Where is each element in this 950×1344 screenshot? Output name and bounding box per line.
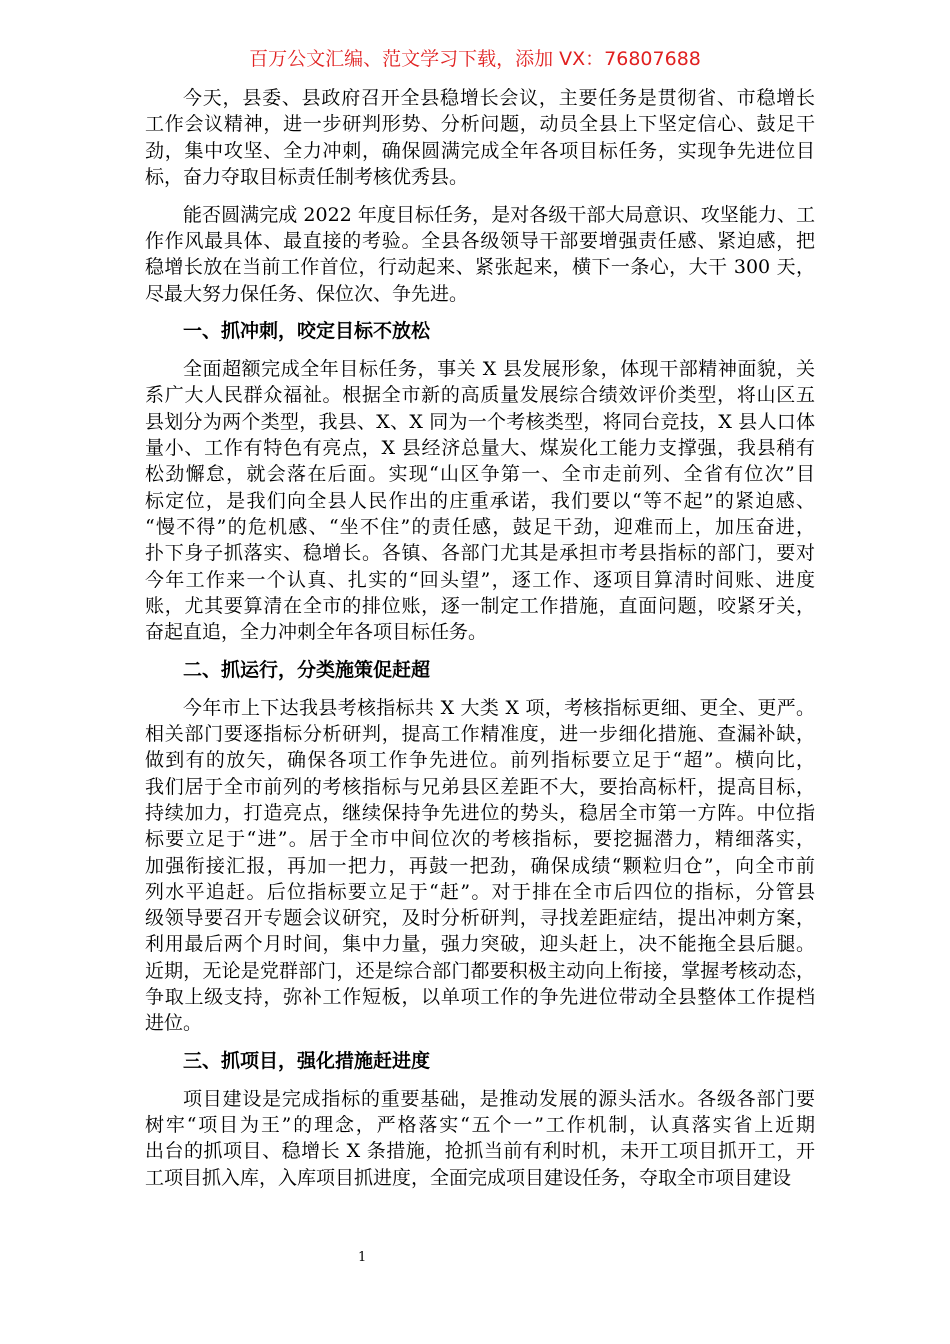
text-line: 级领导要召开专题会议研究，及时分析研判，寻找差距症结，提出冲刺方案，: [145, 907, 815, 930]
text-line: 量小、工作有特色有亮点，X 县经济总量大、煤炭化工能力支撑强，我县稍有: [145, 437, 815, 460]
text-line: 尽最大努力保任务、保位次、争先进。: [145, 282, 469, 305]
text-line: 作作风最具体、最直接的考验。全县各级领导干部要增强责任感、紧迫感，把: [145, 229, 815, 252]
text-line: 能否圆满完成 2022 年度目标任务，是对各级干部大局意识、攻坚能力、工: [183, 203, 815, 226]
text-line: 加强衔接汇报，再加一把力，再鼓一把劲，确保成绩“颗粒归仓”，向全市前: [145, 854, 815, 877]
text-line: 列水平追赶。后位指标要立足于“赶”。对于排在全市后四位的指标，分管县: [145, 880, 815, 903]
section-heading: [145, 318, 815, 344]
section-heading: [145, 1048, 815, 1074]
paragraph: [145, 202, 815, 307]
text-line: 系广大人民群众福祉。根据全市新的高质量发展综合绩效评价类型，将山区五: [145, 384, 815, 407]
text-line: 标定位，是我们向全县人民作出的庄重承诺，我们要以“等不起”的紧迫感、: [145, 489, 815, 512]
text-line: 标要立足于“进”。居于全市中间位次的考核指标，要挖掘潜力，精细落实，: [145, 828, 815, 851]
text-line: 稳增长放在当前工作首位，行动起来、紧张起来，横下一条心，大干 300 天，: [145, 256, 815, 279]
text-line: 相关部门要逐指标分析研判，提高工作精准度，进一步细化措施、查漏补缺，: [145, 723, 815, 746]
text-line: 奋起直追，全力冲刺全年各项目标任务。: [145, 621, 488, 644]
text-line: 今年工作来一个认真、扎实的“回头望”，逐工作、逐项目算清时间账、进度: [145, 568, 815, 591]
paragraph: [145, 695, 815, 1037]
text-line: 持续加力，打造亮点，继续保持争先进位的势头，稳居全市第一方阵。中位指: [145, 801, 815, 824]
text-line: 县划分为两个类型，我县、X、X 同为一个考核类型，将同台竞技，X 县人口体: [145, 410, 815, 433]
text-line: 争取上级支持，弥补工作短板，以单项工作的争先进位带动全县整体工作提档: [145, 986, 815, 1008]
text-line: 工项目抓入库，入库项目抓进度，全面完成项目建设任务，夺取全市项目建设: [145, 1166, 792, 1189]
text-line: 进位。: [145, 1012, 203, 1035]
text-line: 标，奋力夺取目标责任制考核优秀县。: [145, 165, 469, 188]
section-heading: [145, 657, 815, 683]
heading-text: 一、抓冲刺，咬定目标不放松: [183, 320, 431, 343]
paragraph: [145, 356, 815, 645]
text-line: 我们居于全市前列的考核指标与兄弟县区差距不大，要抬高标杆，提高目标，: [145, 775, 815, 798]
text-line: 今天，县委、县政府召开全县稳增长会议，主要任务是贯彻省、市稳增长: [183, 87, 815, 109]
text-line: 树牢“项目为王”的理念，严格落实“五个一”工作机制，认真落实省上近期: [145, 1114, 815, 1137]
text-line: 劲，集中攻坚、全力冲刺，确保圆满完成全年各项目标任务，实现争先进位目: [145, 139, 815, 162]
paragraph: [145, 85, 815, 190]
text-line: 扑下身子抓落实、稳增长。各镇、各部门尤其是承担市考县指标的部门，要对: [145, 542, 815, 565]
heading-text: 二、抓运行，分类施策促赶超: [183, 658, 431, 681]
page-number: 1: [358, 1250, 367, 1265]
heading-text: 三、抓项目，强化措施赶进度: [183, 1050, 431, 1073]
text-line: 近期，无论是党群部门，还是综合部门都要积极主动向上衔接，掌握考核动态，: [145, 959, 815, 982]
text-line: “慢不得”的危机感、“坐不住”的责任感，鼓足干劲，迎难而上，加压奋进，: [145, 515, 815, 538]
text-line: 今年市上下达我县考核指标共 X 大类 X 项，考核指标更细、更全、更严。: [183, 696, 815, 719]
text-line: 全面超额完成全年目标任务，事关 X 县发展形象，体现干部精神面貌，关: [183, 358, 815, 381]
text-line: 松劲懈怠，就会落在后面。实现“山区争第一、全市走前列、全省有位次”目: [145, 463, 815, 486]
watermark-banner: 百万公文汇编、范文学习下载，添加 VX：76807688: [249, 48, 701, 70]
text-line: 做到有的放矢，确保各项工作争先进位。前列指标要立足于“超”。横向比，: [145, 749, 815, 772]
text-line: 账，尤其要算清在全市的排位账，逐一制定工作措施，直面问题，咬紧牙关，: [145, 594, 815, 617]
paragraph: [145, 1086, 815, 1191]
text-line: 利用最后两个月时间，集中力量，强力突破，迎头赶上，决不能拖全县后腿。: [145, 933, 815, 956]
text-line: 工作会议精神，进一步研判形势、分析问题，动员全县上下坚定信心、鼓足干: [145, 113, 815, 136]
document-body: [145, 85, 815, 1203]
text-line: 项目建设是完成指标的重要基础，是推动发展的源头活水。各级各部门要: [183, 1087, 815, 1110]
text-line: 出台的抓项目、稳增长 X 条措施，抢抓当前有利时机，未开工项目抓开工，开: [145, 1140, 815, 1163]
